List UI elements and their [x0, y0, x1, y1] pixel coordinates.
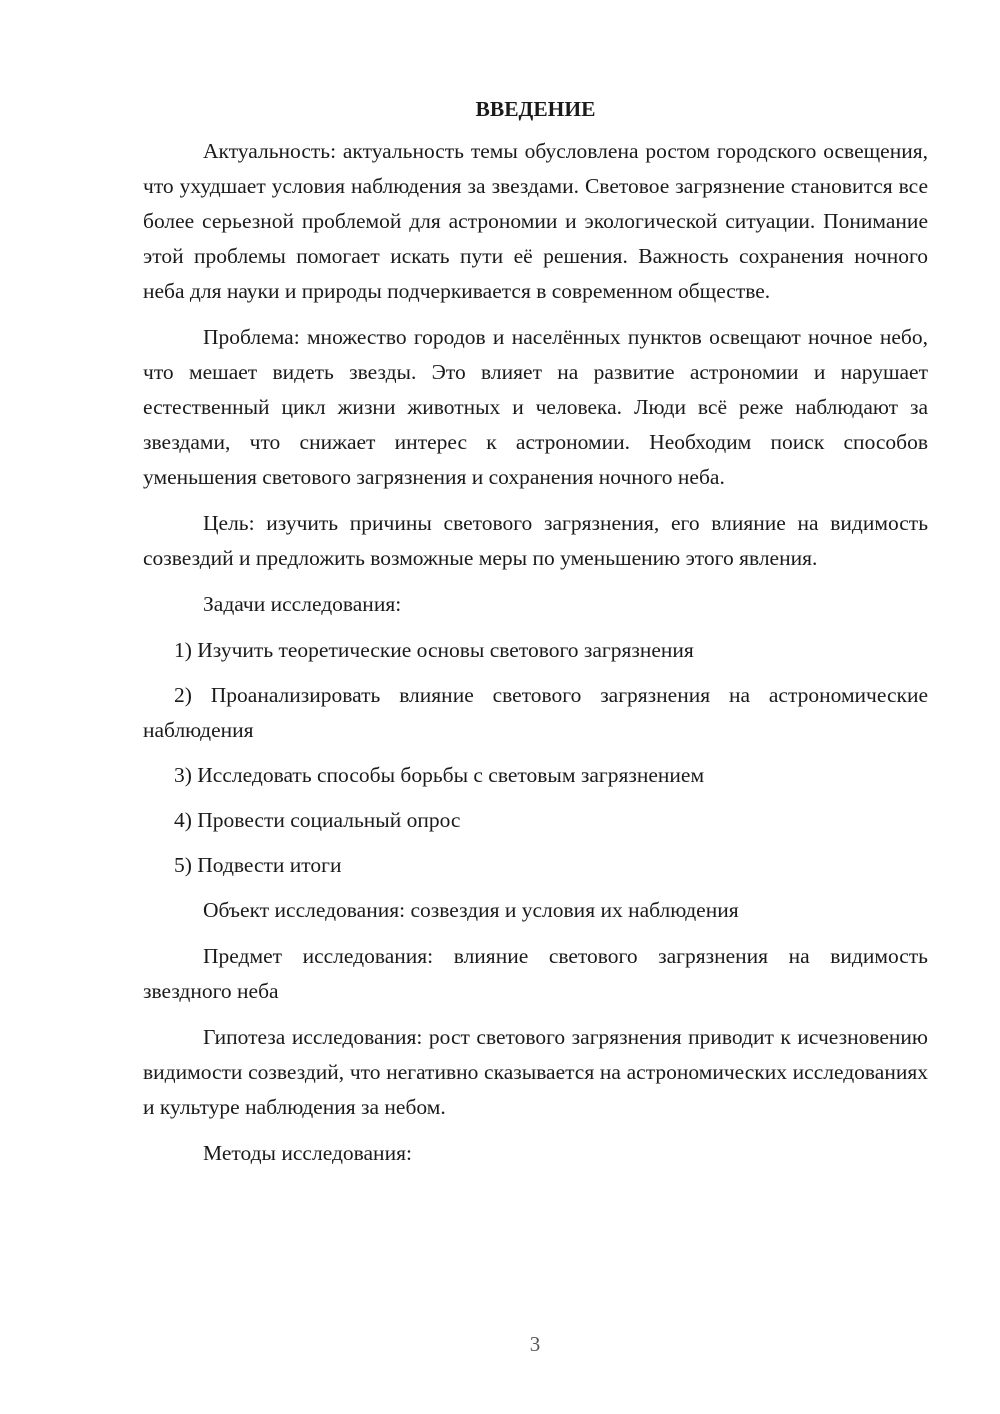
paragraph-methods: Методы исследования:	[203, 1141, 412, 1165]
task-item: 1) Изучить теоретические основы светового загрязнения	[174, 638, 694, 662]
paragraph-goal: Цель: изучить причины светового загрязнения, его влияние на видимость созвездий и предложить возможные меры по уменьшению этого явления.	[143, 511, 928, 570]
paragraph-subject: Предмет исследования: влияние светового загрязнения на видимость звездного неба	[143, 944, 928, 1003]
paragraph-relevance: Актуальность: актуальность темы обусловлена ростом городского освещения, что ухудшает условия наблюдения за звездами. Световое загрязнение становится все более серьезной проблемой для астрономии и экологической ситуации. Понимание этой проблемы помогает искать пути её решения. Важность сохранения ночного неба для науки и природы подчеркивается в современном обществе.	[143, 139, 928, 303]
page-number: 3	[529, 1332, 541, 1356]
paragraph-tasks-heading: Задачи исследования:	[203, 592, 402, 616]
paragraph-hypothesis: Гипотеза исследования: рост светового загрязнения приводит к исчезновению видимости созвездий, что негативно сказывается на астрономических исследованиях и культуре наблюдения за небом.	[143, 1025, 928, 1119]
task-item: 3) Исследовать способы борьбы с световым загрязнением	[174, 763, 705, 787]
task-item: 5) Подвести итоги	[174, 853, 342, 877]
document-page	[143, 92, 928, 1182]
section-title: ВВЕДЕНИЕ	[475, 97, 596, 121]
task-item: 2) Проанализировать влияние светового загрязнения на астрономические наблюдения	[143, 683, 928, 742]
paragraph-object: Объект исследования: созвездия и условия их наблюдения	[203, 898, 739, 922]
task-item: 4) Провести социальный опрос	[174, 808, 461, 832]
paragraph-problem: Проблема: множество городов и населённых пунктов освещают ночное небо, что мешает видеть звезды. Это влияет на развитие астрономии и нарушает естественный цикл жизни животных и человека. Люди всё реже наблюдают за звездами, что снижает интерес к астрономии. Необходим поиск способов уменьшения светового загрязнения и сохранения ночного неба.	[143, 325, 928, 489]
